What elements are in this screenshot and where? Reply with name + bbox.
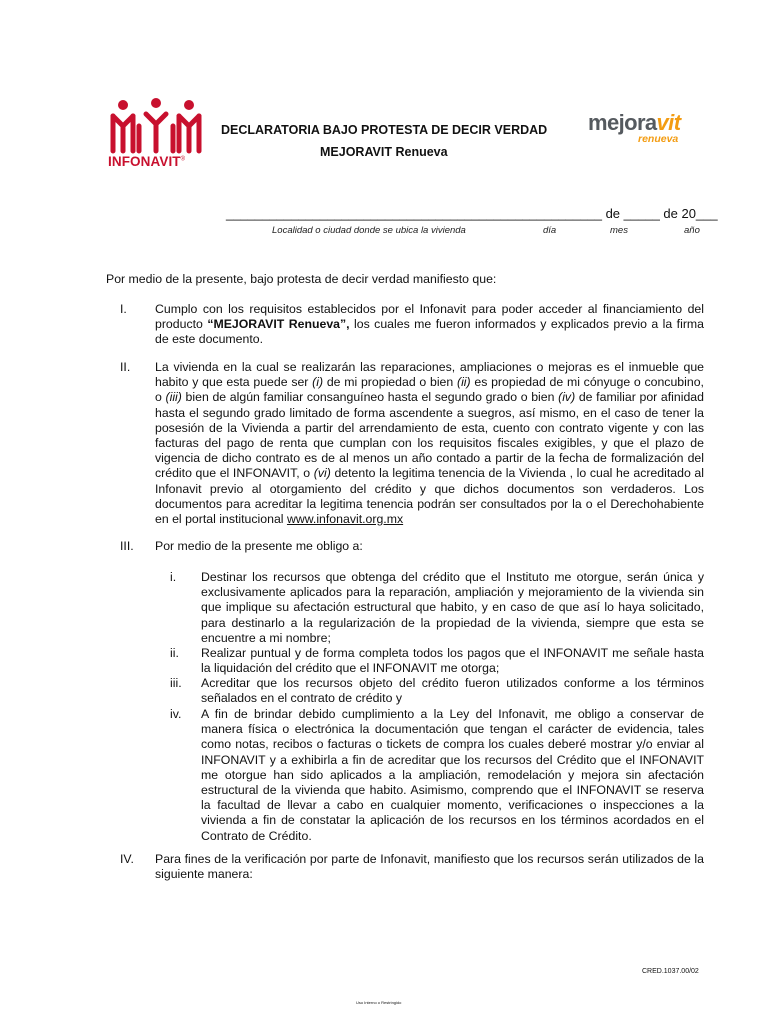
- date-location-line: ____________________________________________________ de _____ de 20___: [226, 206, 718, 221]
- document-code: CRED.1037.00/02: [642, 968, 699, 975]
- sub-list-item: iii. Acreditar que los recursos objeto del crédito fueron utilizados conforme a los términos señalados en el contrato de crédito y: [170, 676, 704, 706]
- year-label: año: [684, 225, 700, 236]
- document-subtitle: MEJORAVIT Renueva: [320, 145, 448, 159]
- infonavit-emblem-icon: [108, 96, 204, 154]
- list-item: IV. Para fines de la verificación por parte de Infonavit, manifiesto que los recursos serán utilizados de la siguiente manera:: [120, 852, 704, 882]
- locality-label: Localidad o ciudad donde se ubica la vivienda: [272, 225, 466, 236]
- list-item: II. La vivienda en la cual se realizarán las reparaciones, ampliaciones o mejoras es el inmueble que habito y que esta puede ser (i) de mi propiedad o bien (ii) es propiedad de mi cónyuge o concubino, o (iii) bien de algún familiar consanguíneo hasta el segundo grado o bien (iv) de familiar por afinidad hasta el segundo grado limitado de forma ascendente a suegros, así mismo, en el caso de tener la posesión de la Vivienda a partir del arrendamiento de esta, cuento con contrato vigente y con las facturas del pago de renta que cumplan con los requisitos fiscales exigibles, y que el plazo de vigencia de dicho contrato es de al menos un año contado a partir de la fecha de formalización del crédito que el INFONAVIT, o (vi) detento la legitima tenencia de la Vivienda , lo cual he acreditado al Infonavit previo al otorgamiento del crédito y que dichos documentos son verdaderos. Los documentos para acreditar la legitima tenencia podrán ser consultados por la o el Derechohabiente en el portal institucional www.infonavit.org.mx: [120, 360, 704, 527]
- infonavit-portal-link[interactable]: www.infonavit.org.mx: [286, 512, 404, 527]
- list-item: III. Por medio de la presente me obligo a:: [120, 539, 363, 553]
- month-label: mes: [610, 225, 628, 236]
- intro-paragraph: Por medio de la presente, bajo protesta de decir verdad manifiesto que:: [106, 272, 497, 286]
- sub-list-item: iv. A fin de brindar debido cumplimiento a la Ley del Infonavit, me obligo a conservar de manera física o electrónica la documentación que tengan el carácter de evidencia, tales como notas, recibos o facturas o tickets de compra los cuales deberé mostrar y/o enviar al INFONAVIT y a exhibirla a fin de acreditar que los recursos del Crédito que el INFONAVIT me otorgue han sido aplicados a la ampliación, remodelación y mejora sin afectación estructural de la vivienda que habito. Asimismo, comprendo que el INFONAVIT se reserva la facultad de llevar a cabo en cualquier momento, verificaciones o inspecciones a la vivienda a fin de constatar la aplicación de los recursos en los términos acordados en el Contrato de Crédito.: [170, 707, 704, 843]
- list-item: I. Cumplo con los requisitos establecidos por el Infonavit para poder acceder al financiamiento del producto “MEJORAVIT Renueva”, los cuales me fueron informados y explicados previo a la firma de este documento.: [120, 302, 704, 347]
- classification-label: Uso Interno o Restringido: [356, 1000, 402, 1005]
- infonavit-logo-text: INFONAVIT®: [108, 154, 186, 169]
- sub-list-item: i. Destinar los recursos que obtenga del crédito que el Instituto me otorgue, serán única y exclusivamente aplicados para la reparación, ampliación y mejoramiento de la vivienda sin que implique su afectación estructural que habito, y en caso de que así lo haya solicitado, para destinarlo a la regularización de la propiedad de la vivienda, siempre que esta se encuentre a mi nombre;: [170, 570, 704, 645]
- mejoravit-logo: mejoravit renueva: [588, 110, 681, 145]
- document-title: DECLARATORIA BAJO PROTESTA DE DECIR VERDAD: [221, 123, 548, 137]
- day-label: día: [543, 225, 557, 236]
- sub-list-item: ii. Realizar puntual y de forma completa todos los pagos que el INFONAVIT me señale hasta la liquidación del crédito que el INFONAVIT me otorga;: [170, 646, 704, 676]
